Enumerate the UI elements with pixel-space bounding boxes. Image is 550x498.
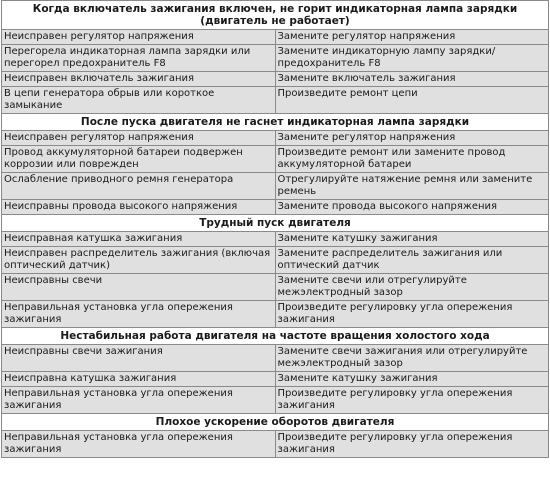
section-header <box>2 328 549 345</box>
remedy-cell: Замените регулятор напряжения <box>275 131 549 146</box>
table-row <box>2 173 549 200</box>
remedy-cell: Замените регулятор напряжения <box>275 30 549 45</box>
remedy-cell: Замените провода высокого напряжения <box>275 200 549 215</box>
table-row <box>2 72 549 87</box>
cause-cell: Неисправен регулятор напряжения <box>2 131 276 146</box>
table-row <box>2 87 549 114</box>
section-title: После пуска двигателя не гаснет индикаторная лампа зарядки <box>2 114 549 131</box>
remedy-cell: Замените индикаторную лампу зарядки/ предохранитель F8 <box>275 45 549 72</box>
remedy-cell: Произведите ремонт или замените провод аккумуляторной батареи <box>275 146 549 173</box>
table-row <box>2 387 549 414</box>
cause-cell: В цепи генератора обрыв или короткое замыкание <box>2 87 276 114</box>
cause-cell: Неисправен включатель зажигания <box>2 72 276 87</box>
remedy-cell: Произведите регулировку угла опережения зажигания <box>275 301 549 328</box>
cause-cell: Ослабление приводного ремня генератора <box>2 173 276 200</box>
remedy-cell: Отрегулируйте натяжение ремня или замените ремень <box>275 173 549 200</box>
remedy-cell: Произведите регулировку угла опережения зажигания <box>275 387 549 414</box>
section-title: Трудный пуск двигателя <box>2 215 549 232</box>
cause-cell: Неправильная установка угла опережения зажигания <box>2 387 276 414</box>
remedy-cell: Замените свечи или отрегулируйте межэлектродный зазор <box>275 274 549 301</box>
table-row <box>2 30 549 45</box>
table-row <box>2 274 549 301</box>
table-row <box>2 431 549 458</box>
remedy-cell: Замените катушку зажигания <box>275 232 549 247</box>
cause-cell: Неправильная установка угла опережения зажигания <box>2 301 276 328</box>
table-row <box>2 345 549 372</box>
table-row <box>2 232 549 247</box>
cause-cell: Неисправны свечи <box>2 274 276 301</box>
cause-cell: Провод аккумуляторной батареи подвержен коррозии или поврежден <box>2 146 276 173</box>
table-row <box>2 200 549 215</box>
section-header <box>2 414 549 431</box>
remedy-cell: Замените распределитель зажигания или оптический датчик <box>275 247 549 274</box>
cause-cell: Неисправна катушка зажигания <box>2 372 276 387</box>
cause-cell: Неисправен распределитель зажигания (включая оптический датчик) <box>2 247 276 274</box>
section-title: Когда включатель зажигания включен, не горит индикаторная лампа зарядки (двигатель не работает) <box>2 1 549 30</box>
remedy-cell: Замените катушку зажигания <box>275 372 549 387</box>
remedy-cell: Замените включатель зажигания <box>275 72 549 87</box>
troubleshooting-table <box>1 0 549 458</box>
table-row <box>2 146 549 173</box>
section-header <box>2 1 549 30</box>
cause-cell: Неисправны провода высокого напряжения <box>2 200 276 215</box>
table-row <box>2 372 549 387</box>
section-header <box>2 114 549 131</box>
remedy-cell: Произведите регулировку угла опережения зажигания <box>275 431 549 458</box>
table-row <box>2 45 549 72</box>
table-row <box>2 301 549 328</box>
table-row <box>2 247 549 274</box>
cause-cell: Неисправная катушка зажигания <box>2 232 276 247</box>
remedy-cell: Произведите ремонт цепи <box>275 87 549 114</box>
table-row <box>2 131 549 146</box>
cause-cell: Неправильная установка угла опережения зажигания <box>2 431 276 458</box>
cause-cell: Неисправны свечи зажигания <box>2 345 276 372</box>
cause-cell: Неисправен регулятор напряжения <box>2 30 276 45</box>
remedy-cell: Замените свечи зажигания или отрегулируйте межэлектродный зазор <box>275 345 549 372</box>
cause-cell: Перегорела индикаторная лампа зарядки или перегорел предохранитель F8 <box>2 45 276 72</box>
section-title: Нестабильная работа двигателя на частоте вращения холостого хода <box>2 328 549 345</box>
section-title: Плохое ускорение оборотов двигателя <box>2 414 549 431</box>
section-header <box>2 215 549 232</box>
